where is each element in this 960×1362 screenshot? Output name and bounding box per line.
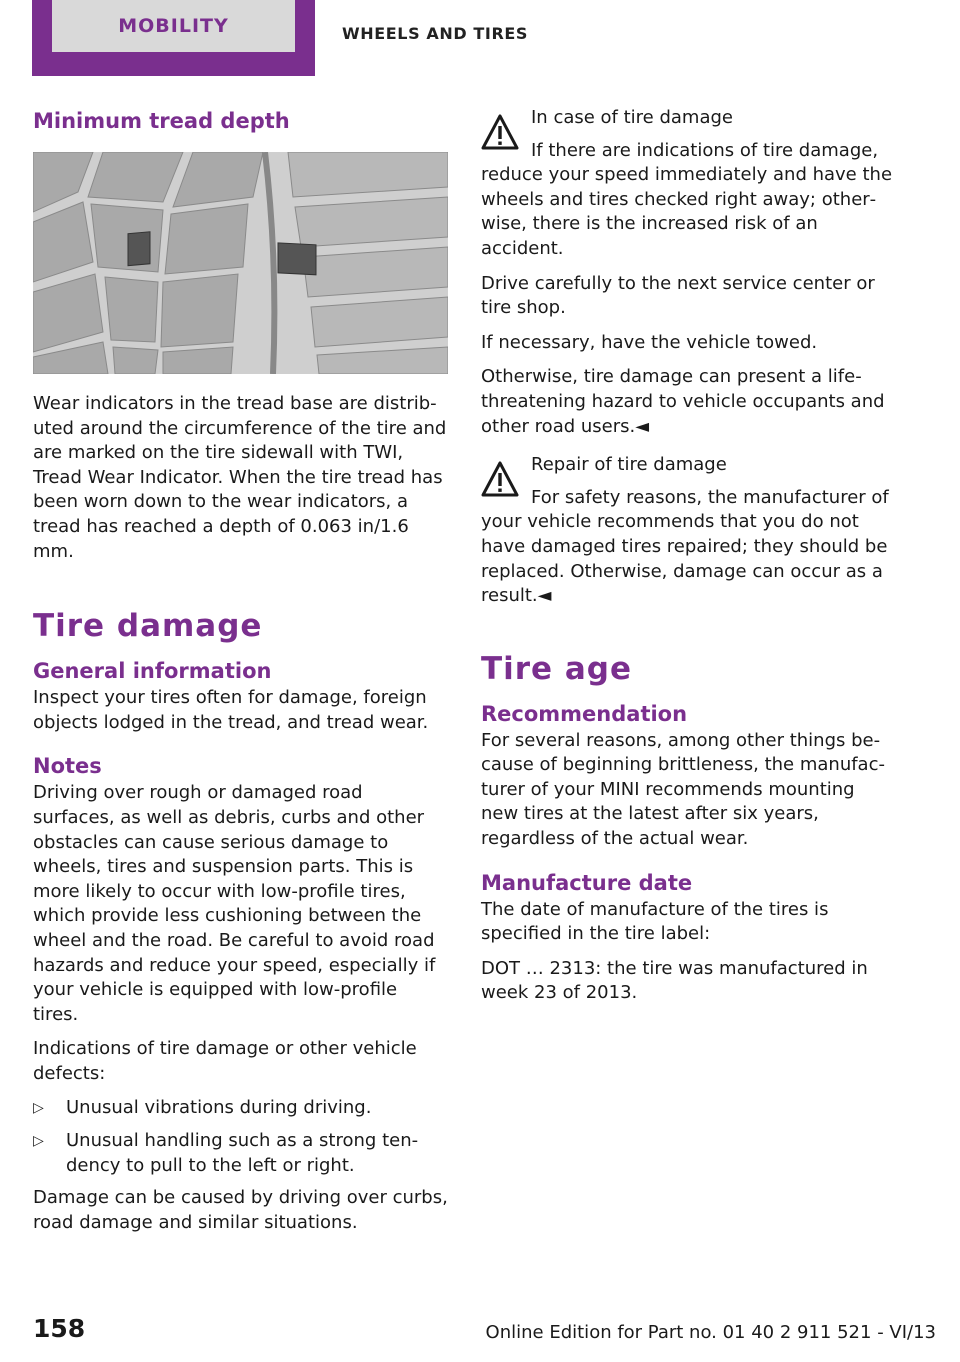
dot-paragraph: DOT … 2313: the tire was manufactured in week 23 of 2013. <box>481 957 868 1004</box>
warning-block <box>481 106 896 131</box>
triangle-bullet-icon: ▷ <box>33 1100 44 1117</box>
chapter-label: MOBILITY <box>52 0 295 52</box>
header-tab <box>32 0 315 76</box>
towed-paragraph: If necessary, have the vehicle towed. <box>481 331 818 353</box>
min-tread-heading: Minimum tread depth <box>33 109 290 133</box>
warning-paragraph: If there are indications of tire damage, reduce your speed immediately and have the wheels and tires checked right away; otherwise, there is the increased risk of an accident. <box>481 139 893 259</box>
page-number: 158 <box>33 1314 86 1343</box>
indications-paragraph: Indications of tire damage or other vehicle defects: <box>33 1038 417 1084</box>
damage-cause-paragraph: Damage can be caused by driving over curbs, road damage and similar situations. <box>33 1187 448 1233</box>
tire-age-heading: Tire age <box>481 650 633 687</box>
list-item-text: Unusual handling such as a strong tendency to pull to the left or right. <box>66 1130 419 1176</box>
tire-tread-illustration <box>33 152 448 374</box>
section-label: WHEELS AND TIRES <box>342 24 529 43</box>
manufacture-date-heading: Manufacture date <box>481 870 693 895</box>
warning-block <box>481 453 896 478</box>
list-item <box>33 1129 448 1178</box>
left-column <box>33 106 448 1245</box>
general-info-heading: General information <box>33 659 272 684</box>
edition-note: Online Edition for Part no. 01 40 2 911 521 - VI/13 <box>485 1322 936 1343</box>
warning-title: Repair of tire damage <box>531 454 727 476</box>
drive-paragraph: Drive carefully to the next service center or tire shop. <box>481 272 875 319</box>
notes-heading: Notes <box>33 754 102 779</box>
triangle-bullet-icon: ▷ <box>33 1133 44 1150</box>
right-column <box>481 106 896 1016</box>
general-info-paragraph: Inspect your tires often for damage, foreign objects lodged in the tread, and tread wear. <box>33 687 429 733</box>
warning-paragraph: For safety reasons, the manufacturer of your vehicle recommends that you do not have damaged tires repaired; they should be replaced. Otherwise, damage can occur as a result.◄ <box>481 486 889 607</box>
tire-damage-heading: Tire damage <box>33 608 263 645</box>
warning-triangle-icon <box>481 114 519 150</box>
manufacture-paragraph: The date of manufacture of the tires is specified in the tire label: <box>481 898 829 945</box>
warning-title: In case of tire damage <box>531 107 733 128</box>
otherwise-paragraph: Otherwise, tire damage can present a life-threatening hazard to vehicle occupants and other road users.◄ <box>481 366 885 437</box>
recommendation-heading: Recommendation <box>481 701 688 726</box>
notes-paragraph: Driving over rough or damaged road surfaces, as well as debris, curbs and other obstacles can cause serious damage to wheels, tires and suspension parts. This is more likely to occur with low-profile tires, which provide less cushioning between the wheel and the road. Be careful to avoid road hazards and reduce your speed, especially if your vehicle is equipped with low-profile tires. <box>33 782 436 1025</box>
warning-triangle-icon <box>481 461 519 497</box>
min-tread-paragraph: Wear indicators in the tread base are distributed around the circumference of the tire and are marked on the tire sidewall with TWI, Tread Wear Indicator. When the tire tread has been worn down to the wear indicators, a tread has reached a depth of 0.063 in/1.6 mm. <box>33 393 447 562</box>
list-item <box>33 1096 448 1121</box>
recommendation-paragraph: For several reasons, among other things because of beginning brittleness, the manufacturer of your MINI recommends mounting new tires at the latest after six years, regardless of the actual wear. <box>481 729 885 850</box>
list-item-text: Unusual vibrations during driving. <box>66 1097 372 1119</box>
